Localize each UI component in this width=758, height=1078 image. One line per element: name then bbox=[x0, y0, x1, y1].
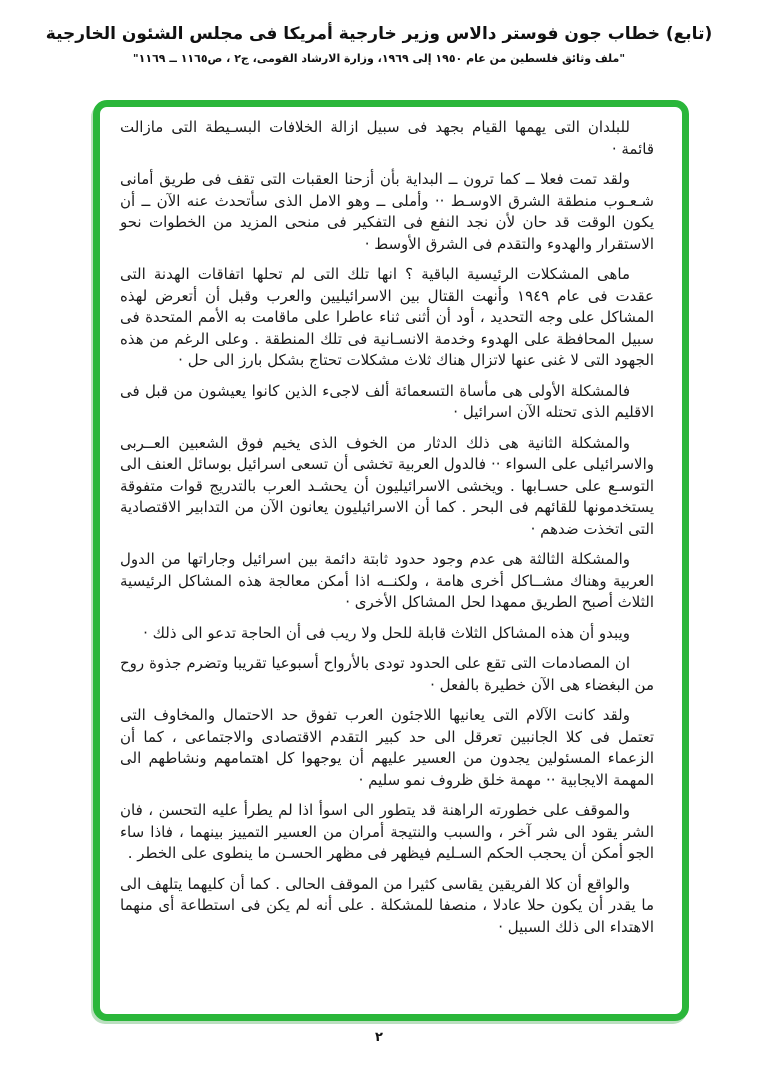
paragraph: ماهى المشكلات الرئيسية الباقية ؟ انها تلك التى لم تحلها اتفاقات الهدنة التى عقدت فى عام ١٩٤٩ وأنهت القتال بين الاسرائيليين والعرب وقبل أن أتعرض لهذه المشاكل على وجه التحديد ، أود أن أثنى ثناء عاطرا على ماقامت به الأمم المتحدة فى سبيل المحافظة على الهدوء وخدمة الانسـانية فى تلك المنطقة . وعلى الرغم من هذه الجهود التى لا غنى عنها لاتزال هناك ثلاث مشكلات تحتاج بشكل بارز الى حل · bbox=[120, 265, 654, 369]
paragraph: ولقد تمت فعلا ــ كما ترون ــ البداية بأن أزحنا العقبات التى تقف فى طريق أمانى شـعـوب منطقة الشرق الاوسـط ·· وأملى ــ وهو الامل الذى سأتحدث عنه الآن ــ أن يكون الوقت قد حان لأن نجد النفع فى التفكير فى منحى المزيد من الخطوات نحو الاستقرار والهدوء والتقدم فى الشرق الأوسط · bbox=[120, 170, 654, 253]
document-paragraphs bbox=[120, 117, 654, 938]
paragraph: والمشكلة الثالثة هى عدم وجود حدود ثابتة دائمة بين اسرائيل وجاراتها من الدول العربية وهناك مشــاكل أخرى هامة ، ولكنــه اذا أمكن معالجة هذه المشاكل الرئيسية الثلاث أصبح الطريق ممهدا لحل المشاكل الأخرى · bbox=[120, 550, 654, 611]
content-frame bbox=[93, 100, 689, 1021]
source-reference: "ملف وثائق فلسطين من عام ١٩٥٠ إلى ١٩٦٩، وزارة الارشاد القومى، ج٢ ، ص١١٦٥ ــ ١١٦٩" bbox=[132, 52, 626, 65]
paragraph: للبلدان التى يهمها القيام بجهد فى سبيل ازالة الخلافات البسـيطة التى مازالت قائمة · bbox=[120, 118, 654, 158]
paragraph: والمشكلة الثانية هى ذلك الدثار من الخوف الذى يخيم فوق الشعبين العــربى والاسرائيلى على السواء ·· فالدول العربية تخشى أن تسعى اسرائيل بوسائل العنف الى التوسـع على حسـابها . ويخشى الاسرائيليون أن يحشـد العرب بالتدريج قوات متفوقة يستخدمونها للقائهم فى البحر . كما أن الاسرائيليون يعانون الآن من التدابير الاقتصادية التى اتخذت ضدهم · bbox=[120, 433, 654, 538]
page-title: (تابع) خطاب جون فوستر دالاس وزير خارجية أمريكا فى مجلس الشئون الخارجية bbox=[45, 24, 713, 44]
paragraph: ويبدو أن هذه المشاكل الثلاث قابلة للحل ولا ريب فى أن الحاجة تدعو الى ذلك · bbox=[143, 623, 630, 642]
paragraph: ولقد كانت الآلام التى يعانيها اللاجئون العرب تفوق حد الاحتمال والمخاوف التى تعتمل فى كلا الجانبين تعرقل الى حد كبير التقدم الاقتصادى والاجتماعى ، كما أن الزعماء المسئولين يجدون من العسير عليهم أن يوجهوا كل اهتمامهم ونشاطهم الى المهمة الايجابية ·· مهمة خلق ظروف نمو سليم · bbox=[120, 706, 654, 789]
paragraph: والموقف على خطورته الراهنة قد يتطور الى اسوأ اذا لم يطرأ عليه التحسن ، فان الشر يقود الى شر آخر ، والسبب والنتيجة أمران من العسير التمييز بينهما ، فاذا ساء الجو أمكن أن يحجب الحكم السـليم فيظهر فى مظهر الحسـن ما ينطوى على الخطر . bbox=[120, 801, 654, 862]
page-number: ٢ bbox=[375, 1030, 383, 1045]
paragraph: ان المصادمات التى تقع على الحدود تودى بالأرواح أسبوعيا تقريبا وتضرم جذوة روح من البغضاء هى الآن خطيرة بالفعل · bbox=[120, 654, 654, 694]
paragraph: فالمشكلة الأولى هى مأساة التسعمائة ألف لاجىء الذين كانوا يعيشون من قبل فى الاقليم الذى تحتله الآن اسرائيل · bbox=[120, 381, 654, 421]
paragraph: والواقع أن كلا الفريقين يقاسى كثيرا من الموقف الحالى . كما أن كليهما يتلهف الى ما يقدر أن يكون حلا عادلا ، منصفا للمشكلة . على أنه لم يكن فى استطاعة أى منهما الاهتداء الى ذلك السبيل · bbox=[120, 874, 654, 936]
document-header bbox=[0, 24, 758, 65]
